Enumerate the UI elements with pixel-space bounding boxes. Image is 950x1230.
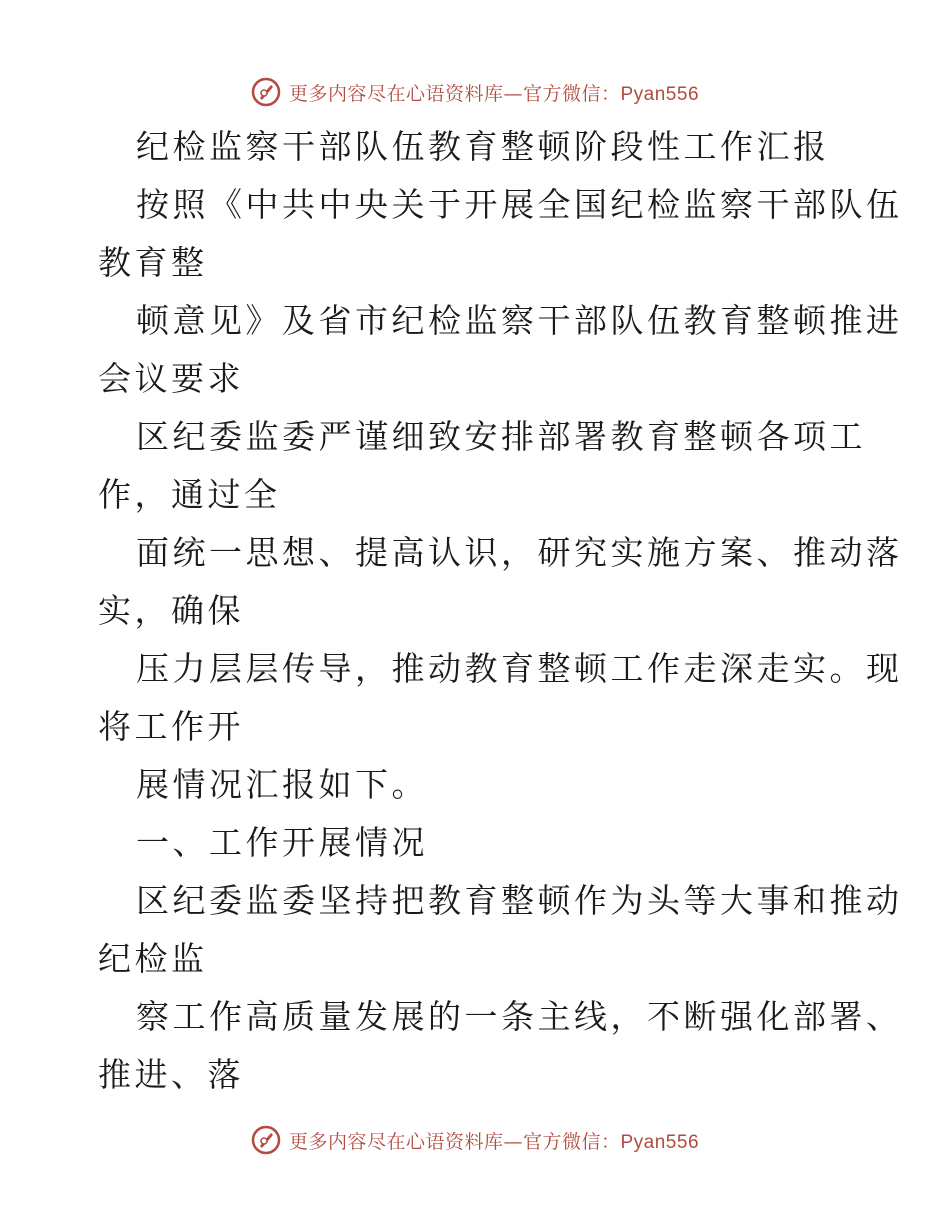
text-line: 教育整 <box>98 243 208 282</box>
text-line: 会议要求 <box>98 359 244 398</box>
watermark-text: 更多内容尽在心语资料库—官方微信：Pyan556 <box>288 1130 700 1153</box>
text-line: 区纪委监委坚持把教育整顿作为头等大事和推动 <box>136 881 903 920</box>
document-body <box>98 118 903 1104</box>
text-line: 纪检监 <box>98 939 208 978</box>
watermark-text: 更多内容尽在心语资料库—官方微信：Pyan556 <box>288 82 700 105</box>
text-line: 一、工作开展情况 <box>136 823 428 862</box>
quill-seal-icon <box>251 77 281 107</box>
text-line: 察工作高质量发展的一条主线，不断强化部署、 <box>136 997 903 1036</box>
text-line: 实，确保 <box>98 591 244 630</box>
text-lines <box>98 118 903 1104</box>
watermark-footer <box>0 1120 950 1160</box>
text-line: 展情况汇报如下。 <box>136 765 428 804</box>
watermark-header <box>0 72 950 112</box>
text-line: 作，通过全 <box>98 475 281 514</box>
text-line: 区纪委监委严谨细致安排部署教育整顿各项工 <box>136 417 866 456</box>
text-line: 面统一思想、提高认识，研究实施方案、推动落 <box>136 533 903 572</box>
text-line: 将工作开 <box>98 707 244 746</box>
text-line: 按照《中共中央关于开展全国纪检监察干部队伍 <box>136 185 903 224</box>
text-line: 纪检监察干部队伍教育整顿阶段性工作汇报 <box>136 127 830 166</box>
text-line: 顿意见》及省市纪检监察干部队伍教育整顿推进 <box>136 301 903 340</box>
quill-seal-icon <box>251 1125 281 1155</box>
text-line: 压力层层传导，推动教育整顿工作走深走实。现 <box>136 649 903 688</box>
text-line: 推进、落 <box>98 1055 244 1094</box>
